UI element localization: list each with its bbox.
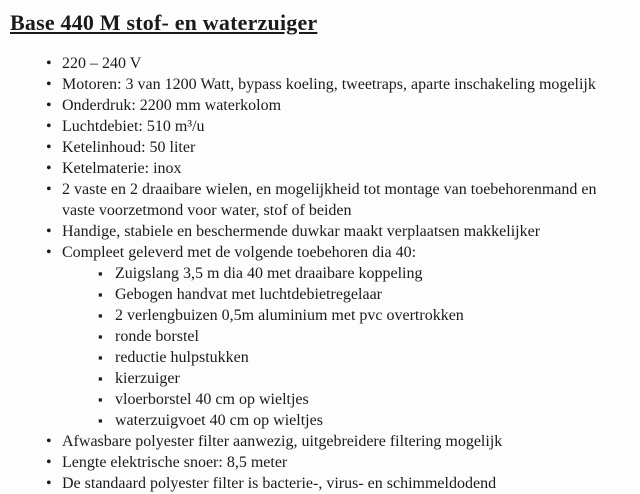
spec-list-item — [10, 389, 634, 410]
page-title: Base 440 M stof- en waterzuiger — [10, 10, 318, 35]
spec-list-item-text: Handige, stabiele en beschermende duwkar maakt verplaatsen makkelijker — [62, 223, 541, 240]
bullet-icon: • — [46, 97, 52, 114]
bullet-icon: • — [46, 55, 52, 72]
spec-list-item-text: Zuigslang 3,5 m dia 40 met draaibare koppeling — [115, 265, 423, 282]
spec-list-item-text: Ketelinhoud: 50 liter — [62, 139, 196, 156]
spec-list-item-text: Motoren: 3 van 1200 Watt, bypass koeling, tweetraps, aparte inschakeling mogelijk — [62, 76, 596, 93]
spec-list-item — [10, 53, 634, 74]
spec-list-item-text: 220 – 240 V — [62, 55, 142, 72]
bullet-icon: • — [46, 160, 52, 177]
bullet-icon: ▪ — [98, 308, 103, 323]
spec-list-item-text: reductie hulpstukken — [115, 349, 249, 366]
bullet-icon: ▪ — [98, 287, 103, 302]
bullet-icon: • — [46, 454, 52, 471]
spec-list-item-text: 2 vaste en 2 draaibare wielen, en mogelijkheid tot montage van toebehorenmand en vaste voorzetmond voor water, stof of beiden — [62, 181, 597, 219]
spec-list-item — [10, 95, 634, 116]
spec-list-item — [10, 284, 634, 305]
spec-list-item — [10, 116, 634, 137]
spec-list-item-text: 2 verlengbuizen 0,5m aluminium met pvc overtrokken — [115, 307, 464, 324]
spec-list-item-text: waterzuigvoet 40 cm op wieltjes — [115, 412, 323, 429]
spec-list-item — [10, 326, 634, 347]
spec-list-item-text: ronde borstel — [115, 328, 199, 345]
bullet-icon: ▪ — [98, 413, 103, 428]
bullet-icon: ▪ — [98, 266, 103, 281]
bullet-icon: • — [46, 223, 52, 240]
spec-list-item-text: Lengte elektrische snoer: 8,5 meter — [62, 454, 288, 471]
bullet-icon: ▪ — [98, 350, 103, 365]
spec-list-item — [10, 431, 634, 452]
spec-list-item — [10, 74, 634, 95]
bullet-icon: • — [46, 244, 52, 261]
spec-list-item-text: Onderdruk: 2200 mm waterkolom — [62, 97, 282, 114]
bullet-icon: ▪ — [98, 329, 103, 344]
spec-list-item — [10, 263, 634, 284]
bullet-icon: • — [46, 475, 52, 492]
spec-list-item — [10, 137, 634, 158]
bullet-icon: ▪ — [98, 371, 103, 386]
spec-list-item — [10, 452, 634, 473]
spec-list — [10, 53, 634, 494]
spec-list-item — [10, 368, 634, 389]
spec-list-item — [10, 242, 634, 263]
spec-list-item-text: Gebogen handvat met luchtdebietregelaar — [115, 286, 382, 303]
spec-list-item-text: Compleet geleverd met de volgende toebehoren dia 40: — [62, 244, 417, 261]
spec-list-item — [10, 305, 634, 326]
bullet-icon: ▪ — [98, 392, 103, 407]
bullet-icon: • — [46, 139, 52, 156]
bullet-icon: • — [46, 181, 52, 198]
spec-list-item — [10, 158, 634, 179]
spec-list-item — [10, 179, 634, 221]
spec-list-item-text: kierzuiger — [115, 370, 180, 387]
spec-list-item-text: Luchtdebiet: 510 m³/u — [62, 118, 205, 135]
spec-list-item — [10, 473, 634, 494]
spec-list-item-text: vloerborstel 40 cm op wieltjes — [115, 391, 309, 408]
spec-list-item — [10, 347, 634, 368]
spec-list-item — [10, 410, 634, 431]
spec-list-item — [10, 221, 634, 242]
bullet-icon: • — [46, 76, 52, 93]
spec-list-item-text: De standaard polyester filter is bacterie-, virus- en schimmeldodend — [62, 475, 497, 492]
bullet-icon: • — [46, 433, 52, 450]
bullet-icon: • — [46, 118, 52, 135]
spec-list-item-text: Afwasbare polyester filter aanwezig, uitgebreidere filtering mogelijk — [62, 433, 503, 450]
spec-list-item-text: Ketelmaterie: inox — [62, 160, 182, 177]
